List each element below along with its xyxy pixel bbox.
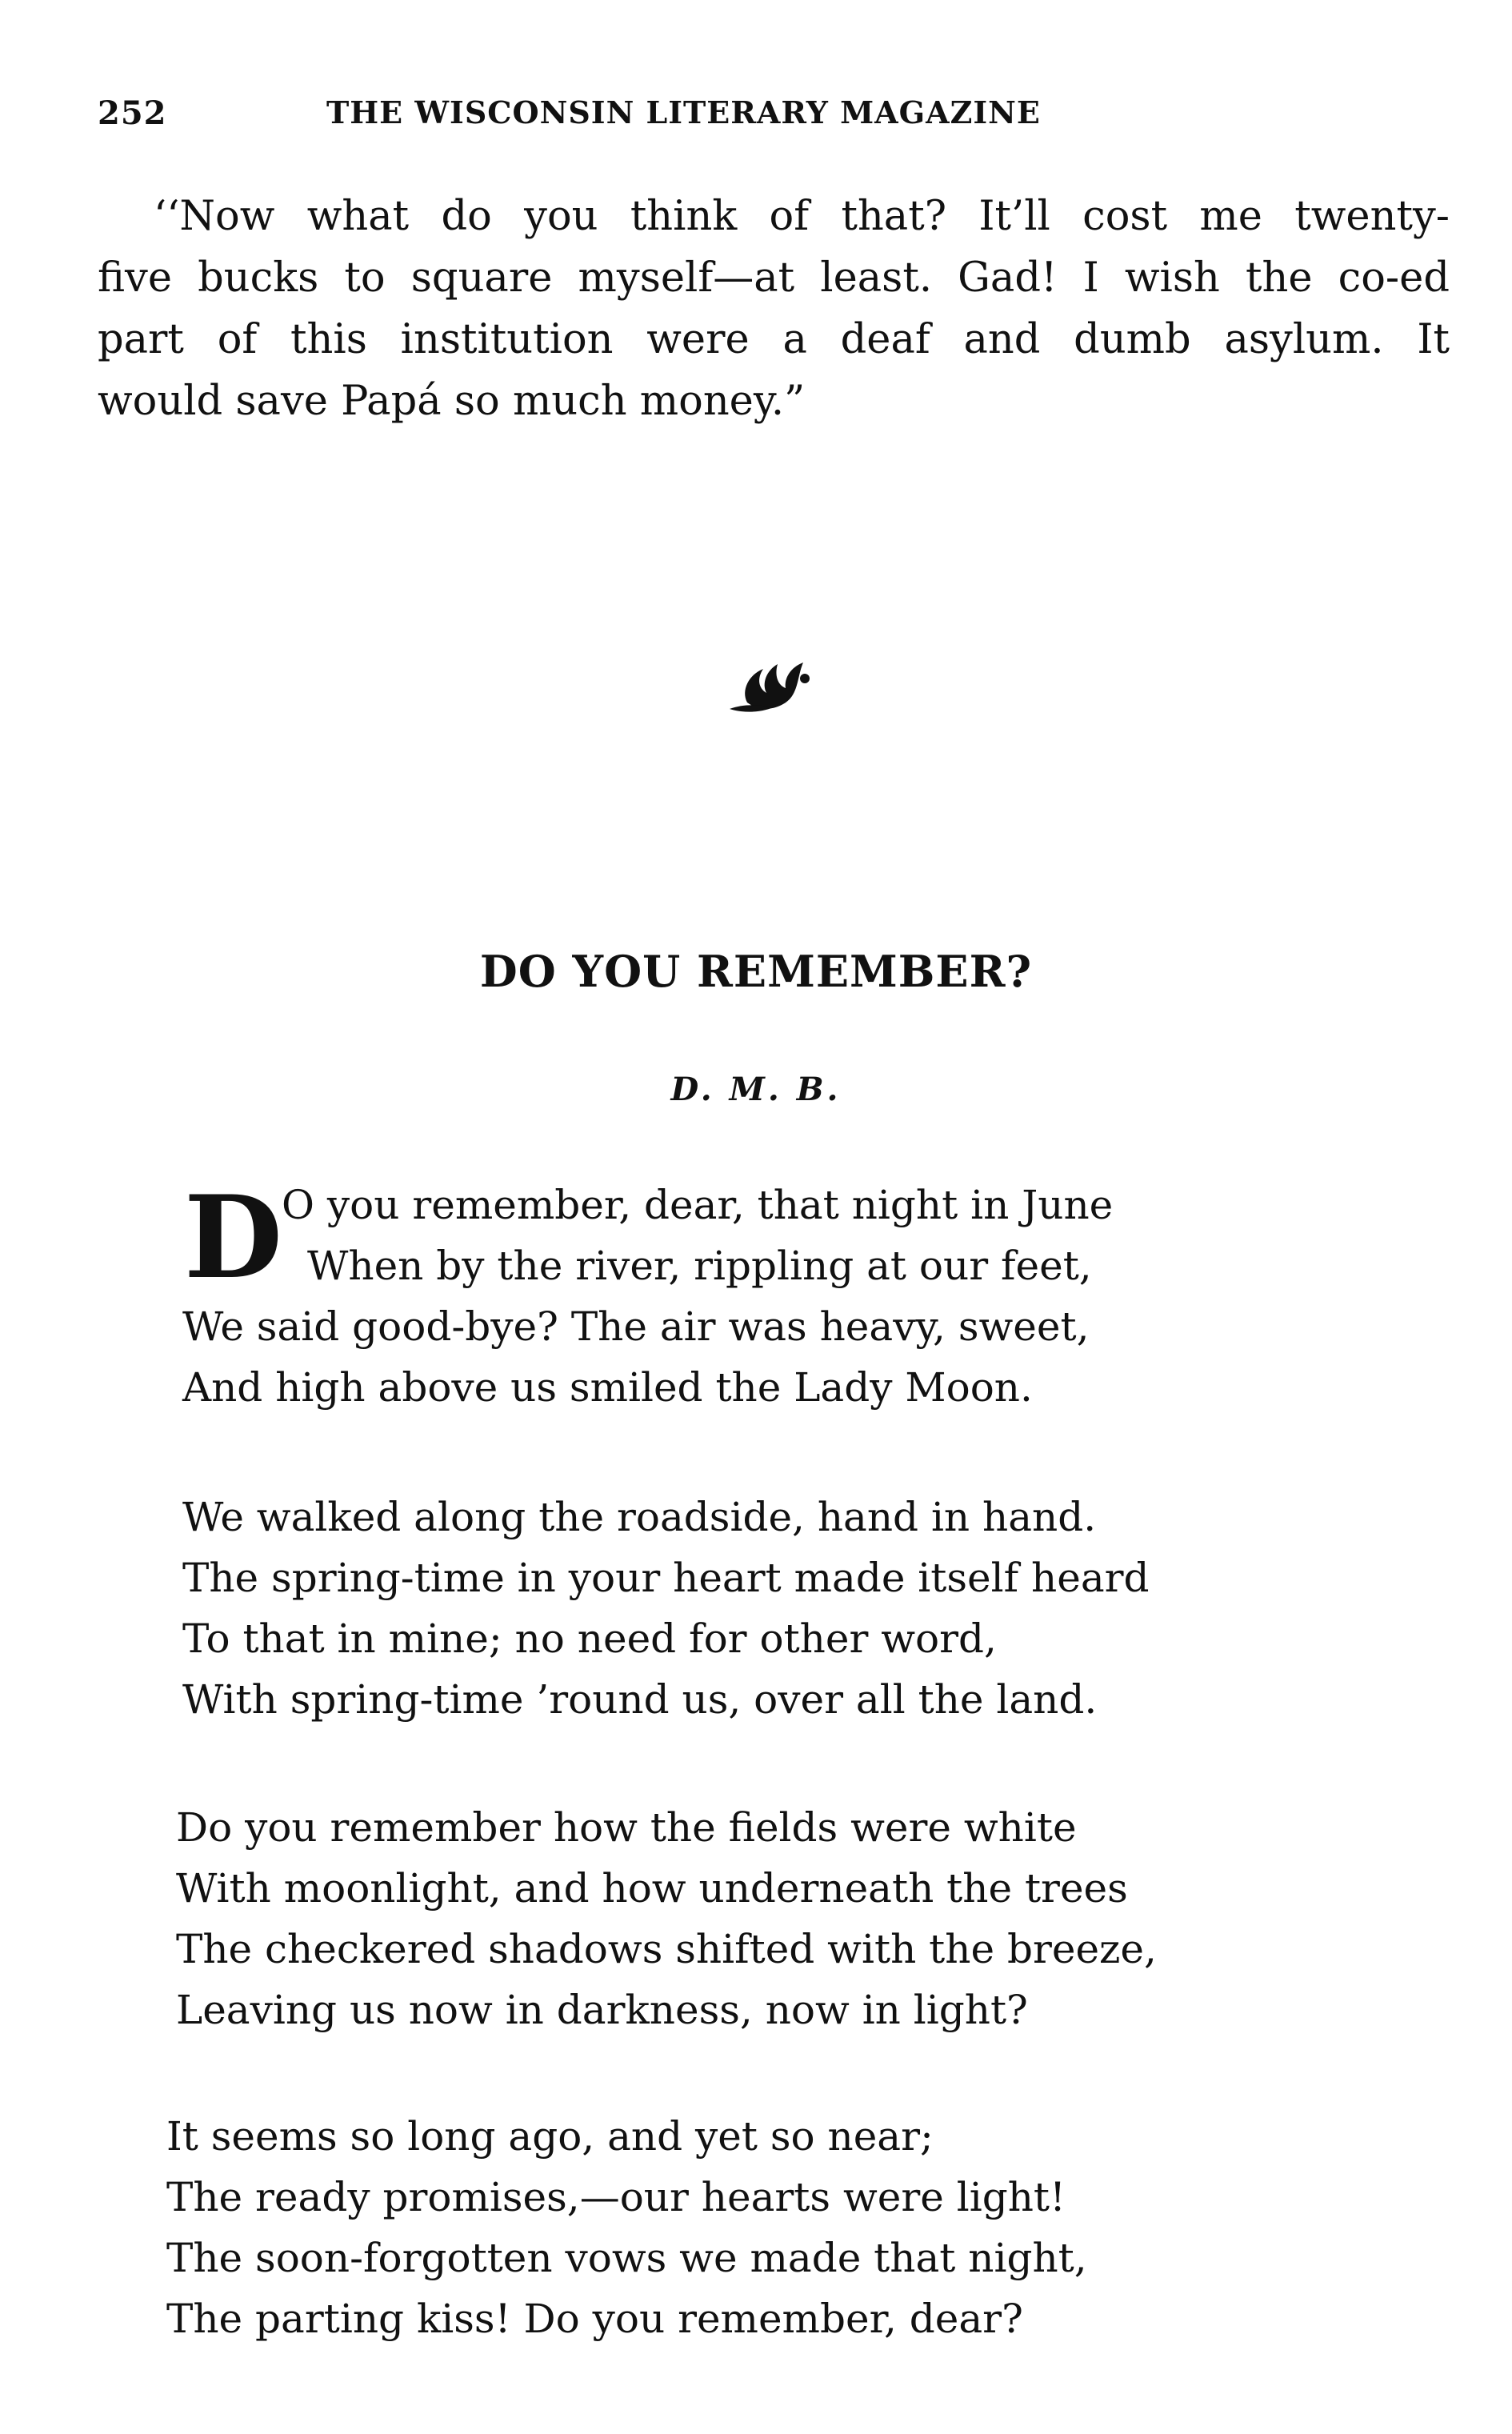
verse-line: When by the river, rippling at our feet, [307,1243,1092,1289]
prose-line: part of this institution were a deaf and dumb asylum. It [98,316,1450,363]
verse-line: The parting kiss! Do you remember, dear? [166,2296,1023,2342]
stanza [182,1487,1382,1730]
verse-line: With spring-time ’round us, over all the land. [182,1676,1098,1723]
verse-line: The checkered shadows shifted with the breeze, [176,1926,1157,1972]
prose-line: would save Papá so much money.” [98,378,806,425]
running-title: THE WISCONSIN LITERARY MAGAZINE [326,94,1041,130]
page-number: 252 [98,94,167,132]
verse-line: Do you remember how the fields were white [176,1804,1077,1851]
prose-line: ‘‘Now what do you think of that? It’ll cost me twenty- [154,193,1450,240]
verse-line: The ready promises,—our hearts were light! [166,2174,1066,2220]
verse-line: We said good-bye? The air was heavy, sweet, [182,1303,1090,1350]
verse-line: Leaving us now in darkness, now in light? [176,1987,1028,2033]
verse-line: O you remember, dear, that night in June [282,1182,1114,1228]
prose-line: five bucks to square myself—at least. Gad! I wish the co-ed [98,254,1450,302]
prose-paragraph [98,186,1450,432]
poem-title: DO YOU REMEMBER? [479,946,1033,997]
verse-line: We walked along the roadside, hand in hand. [182,1494,1097,1540]
verse-line: The soon-forgotten vows we made that night, [166,2235,1087,2281]
page-header [98,94,1234,142]
verse-line: And high above us smiled the Lady Moon. [182,1364,1033,1411]
stanza [176,1797,1376,2040]
verse-line: To that in mine; no need for other word, [182,1615,997,1662]
stanza [166,2106,1366,2349]
verse-line: It seems so long ago, and yet so near; [166,2113,934,2160]
poem-author: D. M. B. [670,1071,842,1108]
verse-line: With moonlight, and how underneath the trees [176,1865,1128,1912]
stanza [170,1171,1370,1418]
verse-line: The spring-time in your heart made itself heard [182,1555,1150,1601]
drop-cap: D [184,1171,283,1304]
fleuron-ornament-icon [725,647,821,719]
